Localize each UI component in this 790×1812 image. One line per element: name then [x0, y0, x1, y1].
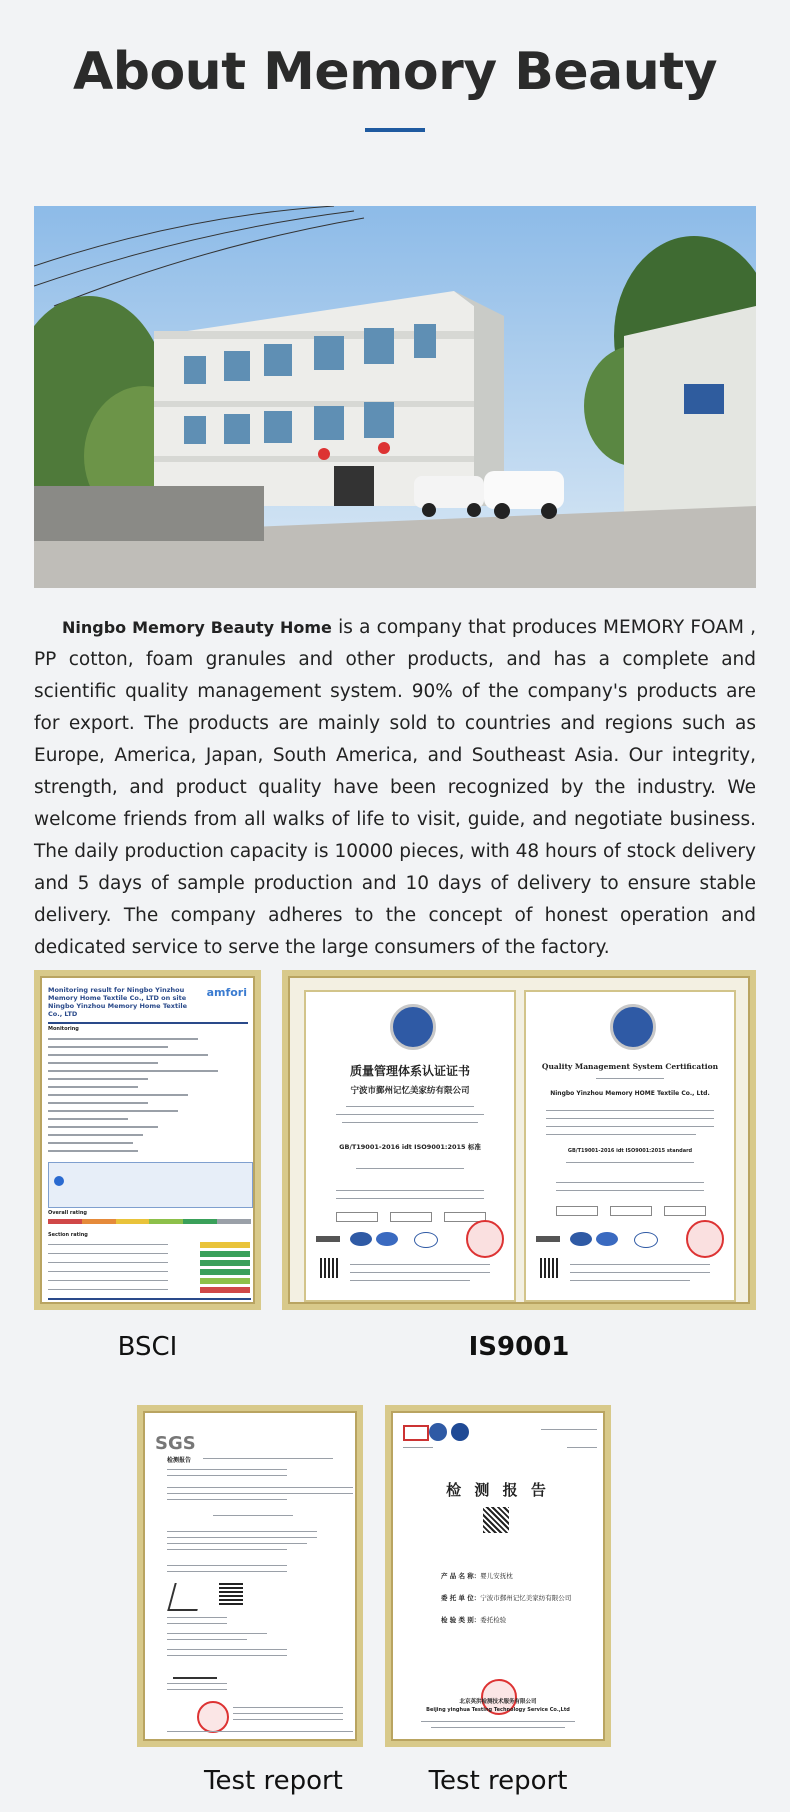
client-value: 宁波市鄞州记忆美家纺有限公司 — [480, 1594, 572, 1602]
cert-seal-icon — [610, 1004, 656, 1050]
lab-name-en: Beijing yinghua Testing Technology Service Co.,Ltd — [426, 1707, 570, 1713]
factory-photo — [34, 206, 756, 588]
iso-en-title: Quality Management System Certification — [541, 1062, 719, 1071]
iso9001-certificate — [282, 970, 756, 1310]
client-label: 委 托 单 位： — [441, 1594, 481, 1602]
sgs-test-report — [137, 1405, 363, 1747]
caption-iso9001: IS9001 — [468, 1332, 570, 1362]
report-heading: 检 测 报 告 — [446, 1481, 550, 1499]
type-label: 检 验 类 别： — [441, 1616, 481, 1624]
product-value: 婴儿安抚枕 — [480, 1572, 513, 1580]
title-underline — [365, 128, 425, 132]
bsci-certificate — [34, 970, 261, 1310]
caption-bsci: BSCI — [117, 1332, 178, 1362]
caption-test-report-2: Test report — [428, 1766, 568, 1796]
red-stamp-icon — [466, 1220, 504, 1258]
type-value: 委托检验 — [480, 1616, 507, 1624]
iso-cn-title: 质量管理体系认证证书 — [349, 1064, 470, 1078]
red-stamp-icon — [686, 1220, 724, 1258]
bsci-section: Monitoring — [48, 1026, 79, 1032]
bsci-overall-rating: Overall rating — [48, 1210, 87, 1216]
iso-en-panel — [524, 990, 736, 1302]
bsci-heading: Monitoring result for Ningbo Yinzhou Memory Home Textile Co., LTD on site Ningbo Yinzhou Memory Home Textile Co., LTD — [48, 986, 187, 1018]
company-introduction — [34, 612, 756, 964]
caption-test-report-1: Test report — [204, 1766, 343, 1796]
amfori-logo: amfori — [206, 986, 247, 999]
red-stamp-icon — [197, 1701, 229, 1733]
qr-code-icon — [219, 1581, 243, 1605]
iso-cn-standard: GB/T19001-2016 idt ISO9001:2015 标准 — [339, 1143, 481, 1151]
signature-icon — [173, 1663, 217, 1679]
signature-icon — [167, 1583, 205, 1611]
qr-code-icon — [320, 1258, 340, 1278]
product-label: 产 品 名 称： — [441, 1572, 481, 1580]
iso-en-company: Ningbo Yinzhou Memory HOME Textile Co., Ltd. — [550, 1090, 710, 1097]
sgs-logo: SGS — [155, 1433, 196, 1454]
iso-cn-company: 宁波市鄞州记忆美家纺有限公司 — [350, 1086, 470, 1096]
cnas-logo-icon — [451, 1423, 469, 1441]
cma-test-report — [385, 1405, 611, 1747]
cert-seal-icon — [390, 1004, 436, 1050]
cma-logo-icon — [403, 1425, 429, 1441]
company-name: Ningbo Memory Beauty Home — [62, 618, 332, 637]
qr-code-icon — [483, 1507, 509, 1533]
lab-name-cn: 北京英洪检测技术服务有限公司 — [459, 1699, 537, 1705]
intro-body: is a company that produces MEMORY FOAM , PP cotton, foam granules and other products, and has a complete and scientific quality management system. 90% of the company's products are for export. The products are mainly sold to countries and regions such as Europe, America, Japan, South America, and Southeast Asia. Our integrity, strength, and product quality have been recognized by the industry. We welcome friends from all walks of life to visit, guide, and negotiate business. The daily production capacity is 10000 pieces, with 48 hours of stock delivery and 5 days of sample production and 10 days of delivery to ensure stable delivery. The company adheres to the concept of honest operation and dedicated service to serve the large consumers of the factory. — [34, 617, 757, 958]
ilac-logo-icon — [429, 1423, 447, 1441]
iso-cn-panel — [304, 990, 516, 1302]
bsci-section-rating: Section rating — [48, 1232, 88, 1238]
sgs-heading: 检测报告 — [167, 1457, 192, 1464]
iso-en-standard: GB/T19001-2016 idt ISO9001:2015 standard — [567, 1148, 693, 1154]
page-title: About Memory Beauty — [72, 42, 717, 102]
qr-code-icon — [540, 1258, 560, 1278]
